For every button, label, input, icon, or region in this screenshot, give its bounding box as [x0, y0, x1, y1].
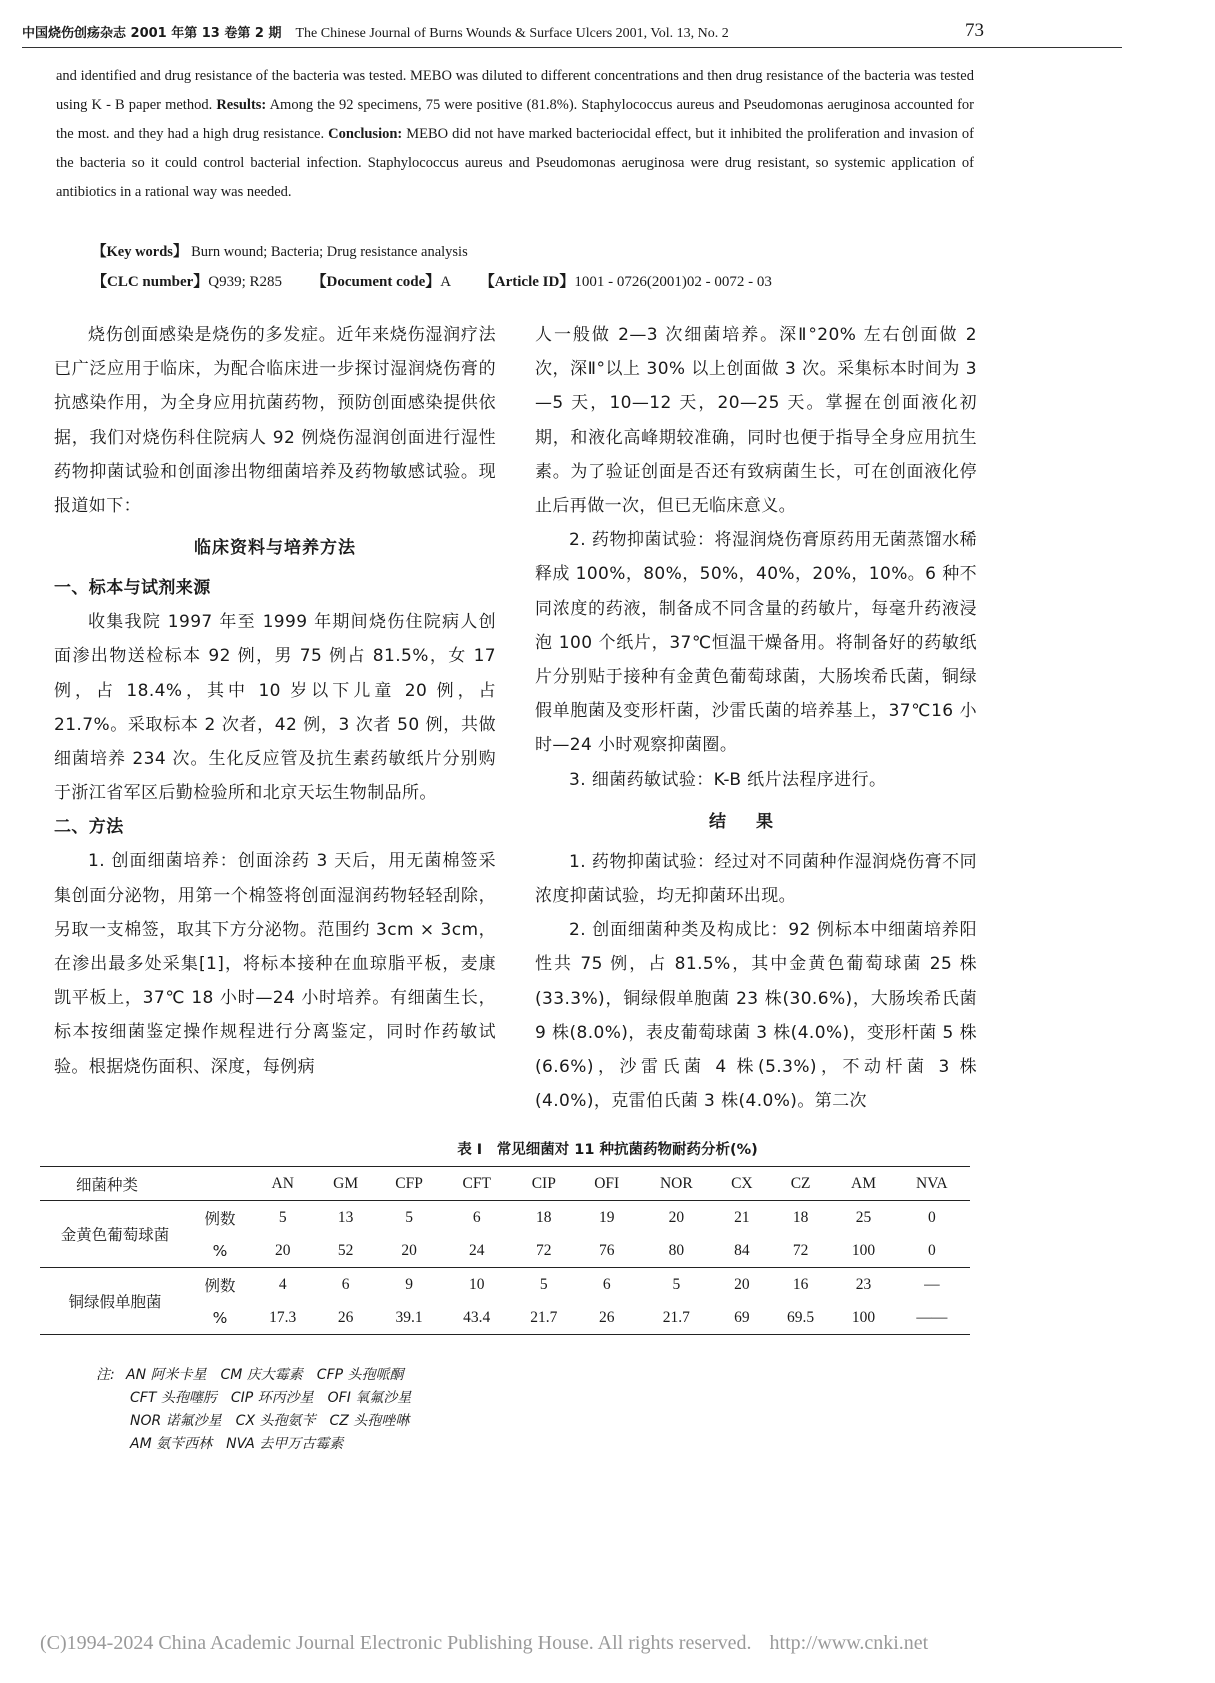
bacteria-name: 铜绿假单胞菌 — [68, 1293, 162, 1311]
row-label: % — [212, 1241, 228, 1260]
note-text: AM 氨苄西林 NVA 去甲万古霉素 — [130, 1436, 344, 1452]
col-am: AM — [851, 1174, 876, 1192]
journal-title-en: The Chinese Journal of Burns Wounds & Surface Ulcers 2001, Vol. 13, No. 2 — [295, 26, 729, 41]
article-id-label: 【Article ID】 — [479, 274, 575, 290]
bacteria-name: 金黄色葡萄球菌 — [60, 1226, 170, 1244]
copyright-footer — [40, 1632, 928, 1655]
intro-paragraph: 烧伤创面感染是烧伤的多发症。近年来烧伤湿润疗法已广泛应用于临床，为配合临床进一步探讨湿润烧伤膏的抗感染作用，为全身应用抗菌药物，预防创面感染提供依据，我们对烧伤科住院病人 92 例烧伤湿润创面进行湿性药物抑菌试验和创面渗出物细菌培养及药物敏感试验。现报道如下： — [54, 325, 496, 517]
page-number: 73 — [965, 20, 984, 41]
table-cell: 0 — [927, 1241, 936, 1259]
table-cell: 72 — [536, 1241, 552, 1259]
col-nva: NVA — [916, 1174, 948, 1192]
table-cell: 20 — [734, 1275, 750, 1293]
subsection-title-sources: 一、标本与试剂来源 — [54, 578, 211, 599]
clc-label: 【CLC number】 — [92, 274, 209, 290]
keywords-line — [92, 240, 468, 261]
table-cell: 21.7 — [662, 1308, 690, 1326]
table-cell: 5 — [278, 1208, 287, 1226]
result-1-paragraph: 1. 药物抑菌试验：经过对不同菌种作湿润烧伤膏不同浓度抑菌试验，均无抑菌环出现。 — [535, 851, 977, 907]
table-cell: 39.1 — [395, 1308, 423, 1326]
document-code-value: A — [440, 274, 451, 290]
table-cell: 0 — [927, 1208, 936, 1226]
table-cell: 76 — [598, 1241, 615, 1259]
keywords-label: 【Key words】 — [92, 244, 188, 260]
table-row — [40, 1201, 970, 1235]
col-cip: CIP — [531, 1174, 556, 1192]
col-gm: GM — [333, 1174, 359, 1192]
classification-line — [92, 270, 772, 291]
table-header-row — [40, 1167, 970, 1201]
table-cell: 43.4 — [463, 1308, 491, 1326]
table-cell: 26 — [598, 1308, 615, 1326]
col-cz: CZ — [790, 1174, 811, 1192]
table-cell: 9 — [405, 1275, 413, 1293]
section-title-results: 结果 — [709, 811, 803, 832]
table-cell: 18 — [536, 1208, 552, 1226]
table-cell: 16 — [792, 1275, 809, 1293]
table-cell: 6 — [341, 1275, 350, 1293]
method-1-continued: 人一般做 2—3 次细菌培养。深Ⅱ°20% 左右创面做 2 次，深Ⅱ°以上 30% 以上创面做 3 次。采集标本时间为 3—5 天，10—12 天，20—25 天。掌握在创面液化初期，和液化高峰期较准确，同时也便于指导全身应用抗生素。为了验证创面是否还有致病菌生长，可在创面液化停止后再做一次，但已无临床意义。 — [535, 325, 977, 517]
table-cell: 100 — [851, 1308, 876, 1326]
table-header-bacteria: 细菌种类 — [76, 1175, 139, 1194]
note-text: NOR 诺氟沙星 CX 头孢氨苄 CZ 头孢唑啉 — [130, 1413, 410, 1429]
row-label: 例数 — [204, 1209, 236, 1228]
table-cell: 19 — [598, 1208, 615, 1226]
table-cell: 4 — [278, 1275, 287, 1293]
method-2-paragraph: 2. 药物抑菌试验：将湿润烧伤膏原药用无菌蒸馏水稀释成 100%，80%，50%，40%，20%，10%。6 种不同浓度的药液，制备成不同含量的药敏片，每毫升药液浸泡 100 个纸片，37℃恒温干燥备用。将制备好的药敏纸片分别贴于接种有金黄色葡萄球菌，大肠埃希氏菌，铜绿假单胞菌及变形杆菌，沙雷氏菌的培养基上，37℃16 小时—24 小时观察抑菌圈。 — [535, 530, 977, 756]
table-cell: 84 — [734, 1241, 750, 1259]
abstract-text — [56, 62, 974, 207]
note-line — [96, 1433, 411, 1456]
table-cell: 5 — [672, 1275, 681, 1293]
method-1-paragraph: 1. 创面细菌培养：创面涂药 3 天后，用无菌棉签采集创面分泌物，用第一个棉签将创面湿润药物轻轻刮除，另取一支棉签，取其下方分泌物。范围约 3cm × 3cm，在渗出最多处采集[1]，将标本接种在血琼脂平板，麦康凯平板上，37℃ 18 小时—24 小时培养。有细菌生长，标本按细菌鉴定操作规程进行分离鉴定，同时作药敏试验。根据烧伤面积、深度，每例病 — [54, 851, 496, 1077]
left-column — [54, 318, 496, 1084]
col-cfp: CFP — [395, 1174, 423, 1192]
keywords-text: Burn wound; Bacteria; Drug resistance analysis — [191, 244, 468, 260]
abstract-results: Among the 92 specimens, 75 were positive (81.8%). Staphylococcus aureus and Pseudomonas aeruginosa accounted for the most. and they had a high drug resistance. — [56, 97, 975, 142]
table-cell: 20 — [401, 1241, 417, 1259]
row-label: 例数 — [204, 1276, 236, 1295]
table-cell: 23 — [855, 1275, 872, 1293]
table-cell: 26 — [337, 1308, 354, 1326]
table-cell: 21.7 — [530, 1308, 558, 1326]
journal-title-cn: 中国烧伤创疡杂志 2001 年第 13 卷第 2 期 — [22, 26, 282, 41]
col-cx: CX — [731, 1174, 753, 1192]
table-cell: —— — [916, 1308, 948, 1326]
result-2-paragraph: 2. 创面细菌种类及构成比：92 例标本中细菌培养阳性共 75 例，占 81.5%，其中金黄色葡萄球菌 25 株(33.3%)，铜绿假单胞菌 23 株(30.6%)，大肠埃希氏菌 9 株(8.0%)，表皮葡萄球菌 3 株(4.0%)，变形杆菌 5 株(6.6%)，沙雷氏菌 4 株(5.3%)，不动杆菌 3 株(4.0%)，克雷伯氏菌 3 株(4.0%)。第二次 — [535, 920, 977, 1112]
col-cft: CFT — [462, 1174, 491, 1192]
note-line — [96, 1387, 411, 1410]
table-cell: 6 — [602, 1275, 611, 1293]
method-3-paragraph: 3. 细菌药敏试验：K-B 纸片法程序进行。 — [569, 769, 887, 790]
table-cell: 13 — [337, 1208, 354, 1226]
table-cell: 20 — [668, 1208, 685, 1226]
col-ofi: OFI — [594, 1174, 620, 1192]
table-cell: 6 — [472, 1208, 481, 1226]
note-line — [96, 1364, 411, 1387]
table-cell: 100 — [851, 1241, 876, 1259]
table-title: 表 I 常见细菌对 11 种抗菌药物耐药分析(%) — [457, 1142, 758, 1158]
table-cell: 20 — [274, 1241, 291, 1259]
table-cell: 80 — [668, 1241, 685, 1259]
table-cell: 69 — [734, 1308, 750, 1326]
table-cell: 17.3 — [269, 1308, 297, 1326]
table-cell: 72 — [792, 1241, 809, 1259]
table-cell: — — [924, 1275, 940, 1293]
article-id-value: 1001 - 0726(2001)02 - 0072 - 03 — [574, 274, 772, 290]
table-cell: 24 — [468, 1241, 485, 1259]
note-text: AN 阿米卡星 CM 庆大霉素 CFP 头孢哌酮 — [126, 1367, 404, 1383]
table-cell: 5 — [405, 1208, 413, 1226]
right-column — [535, 318, 977, 1118]
table-row — [40, 1268, 970, 1302]
col-nor: NOR — [659, 1174, 693, 1192]
abstract-methods: and identified and drug resistance of the bacteria was tested. MEBO was diluted to different concentrations and then drug resistance of the bacteria was tested using K - B paper method. — [56, 68, 974, 113]
sources-paragraph: 收集我院 1997 年至 1999 年期间烧伤住院病人创面渗出物送检标本 92 例，男 75 例占 81.5%，女 17 例，占 18.4%，其中 10 岁以下儿童 20 例，占 21.7%。采取标本 2 次者，42 例，3 次者 50 例，共做细菌培养 234 次。生化反应管及抗生素药敏纸片分别购于浙江省军区后勤检验所和北京天坛生物制品所。 — [54, 612, 496, 804]
table-cell: 18 — [792, 1208, 809, 1226]
col-an: AN — [271, 1174, 294, 1192]
table-cell: 69.5 — [787, 1308, 815, 1326]
conclusion-label: Conclusion: — [328, 126, 403, 142]
section-title-methods: 临床资料与培养方法 — [194, 538, 356, 559]
table-cell: 21 — [734, 1208, 750, 1226]
note-line — [96, 1410, 411, 1433]
table-cell: 5 — [539, 1275, 548, 1293]
copyright-text: (C)1994-2024 China Academic Journal Electronic Publishing House. All rights reserved. — [40, 1632, 752, 1654]
table-cell: 10 — [468, 1275, 485, 1293]
footer-url: http://www.cnki.net — [769, 1632, 929, 1654]
resistance-table — [40, 1166, 970, 1335]
table-cell: 25 — [855, 1208, 872, 1226]
subsection-title-methods: 二、方法 — [54, 817, 124, 838]
note-text: CFT 头孢噻肟 CIP 环丙沙星 OFI 氧氟沙星 — [130, 1390, 412, 1406]
clc-value: Q939; R285 — [208, 274, 283, 290]
table-cell: 52 — [337, 1241, 354, 1259]
running-head — [22, 22, 1122, 48]
results-label: Results: — [216, 97, 267, 113]
document-code-label: 【Document code】 — [311, 274, 441, 290]
row-label: % — [212, 1308, 228, 1327]
abstract-conclusion: MEBO did not have marked bacteriocidal effect, but it inhibited the proliferation and invasion of the bacteria so it could control bacterial infection. Staphylococcus aureus and Pseudomonas aeruginosa were drug resistant, so systemic application of antibiotics in a rational way was needed. — [56, 126, 974, 200]
note-lead: 注: — [96, 1367, 115, 1383]
table-notes — [96, 1364, 411, 1456]
